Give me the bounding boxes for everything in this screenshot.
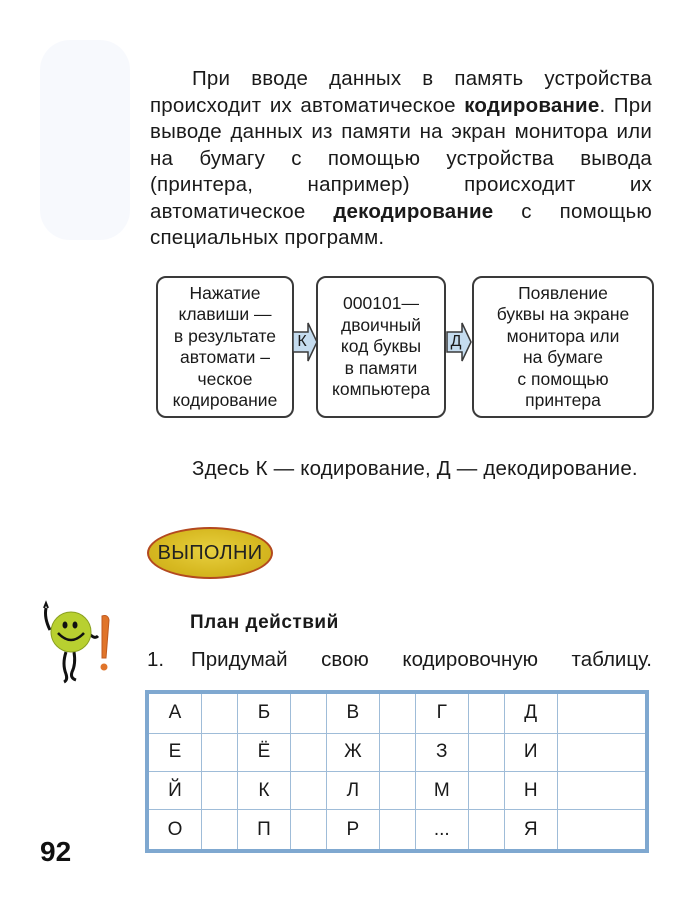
table-row: [147, 771, 647, 809]
box-line: клавиши —: [178, 304, 272, 324]
table-row: [147, 692, 647, 733]
box-line: с помощью: [517, 368, 609, 389]
table-cell-blank[interactable]: [379, 771, 415, 809]
table-row: [147, 733, 647, 771]
box-line: компьютера: [332, 379, 430, 400]
arrow-label-k: К: [297, 333, 307, 350]
table-cell-blank[interactable]: [557, 692, 647, 733]
table-cell: Я: [504, 810, 557, 851]
box-line: принтера: [525, 390, 601, 410]
box-line: 000101—: [343, 293, 419, 314]
table-cell: Б: [237, 692, 290, 733]
table-cell: Н: [504, 771, 557, 809]
table-cell-blank[interactable]: [202, 810, 238, 851]
table-cell: З: [415, 733, 468, 771]
table-cell: М: [415, 771, 468, 809]
table-cell: Л: [326, 771, 379, 809]
box-line: Нажатие: [189, 282, 261, 303]
arrow-label-d: Д: [450, 333, 462, 350]
box-line: код буквы: [340, 336, 422, 357]
table-cell-blank[interactable]: [202, 771, 238, 809]
step-number: 1.: [147, 648, 165, 671]
legend-note: [150, 456, 652, 483]
intro-text-3: с помощью специальных программ.: [150, 199, 652, 249]
table-cell-blank[interactable]: [290, 810, 326, 851]
table-cell: А: [147, 692, 202, 733]
diagram-box-binary-code: [316, 276, 446, 418]
table-cell-blank[interactable]: [557, 733, 647, 771]
box-line: на бумаге: [523, 347, 603, 367]
table-cell-blank[interactable]: [557, 810, 647, 851]
legend-note-text: Здесь К — кодирование, Д — декодирование.: [192, 457, 638, 480]
box-line: ческое: [197, 368, 253, 389]
table-cell-blank[interactable]: [290, 692, 326, 733]
table-cell: К: [237, 771, 290, 809]
table-cell: Й: [147, 771, 202, 809]
table-cell-blank[interactable]: [468, 810, 504, 851]
table-cell: И: [504, 733, 557, 771]
term-encoding: кодирование: [464, 93, 600, 117]
diagram-box-output: [472, 276, 654, 418]
table-cell-blank[interactable]: [290, 771, 326, 809]
arrow-encoding: [292, 322, 318, 362]
step-text: Придумай свою кодировочную таблицу.: [191, 648, 652, 671]
table-cell-blank[interactable]: [379, 692, 415, 733]
decorative-background-shape: [40, 40, 130, 240]
table-cell-blank[interactable]: [468, 771, 504, 809]
table-cell-blank[interactable]: [379, 810, 415, 851]
table-cell: Р: [326, 810, 379, 851]
do-it-badge: [147, 527, 273, 579]
box-line: кодирование: [172, 390, 278, 410]
box-line: автомати –: [180, 347, 270, 367]
table-cell-blank[interactable]: [202, 692, 238, 733]
table-cell-blank[interactable]: [290, 733, 326, 771]
table-row: [147, 810, 647, 851]
table-cell: ...: [415, 810, 468, 851]
arrow-decoding: [446, 322, 472, 362]
do-it-label: ВЫПОЛНИ: [157, 541, 263, 564]
box-line: двоичный: [341, 314, 421, 335]
table-cell: Г: [415, 692, 468, 733]
table-cell: В: [326, 692, 379, 733]
table-cell: П: [237, 810, 290, 851]
plan-step-1: [147, 648, 652, 672]
page-number: 92: [40, 836, 72, 867]
table-cell-blank[interactable]: [379, 733, 415, 771]
table-cell: О: [147, 810, 202, 851]
table-cell-blank[interactable]: [557, 771, 647, 809]
intro-text-1: При вводе данных в память устройства происходит их автоматическое: [150, 67, 652, 117]
table-cell: Ё: [237, 733, 290, 771]
table-cell: Ж: [326, 733, 379, 771]
smiley-mascot-icon: [36, 600, 116, 690]
box-line: монитора или: [506, 325, 620, 346]
table-cell-blank[interactable]: [468, 733, 504, 771]
table-cell-blank[interactable]: [468, 692, 504, 733]
plan-title: План действий: [190, 612, 339, 633]
table-cell-blank[interactable]: [202, 733, 238, 771]
diagram-box-keypress: [156, 276, 294, 418]
intro-text-2: . При выводе данных из памяти на экран монитора или на бумагу с помощью устройства вывода (принтера, например) происходит их автоматическое: [150, 93, 652, 223]
coding-table: [145, 690, 649, 853]
box-line: Появление: [518, 282, 608, 303]
table-cell: Д: [504, 692, 557, 733]
intro-paragraph: [150, 66, 652, 252]
box-line: в памяти: [344, 357, 418, 378]
term-decoding: декодирование: [333, 199, 494, 223]
box-line: буквы на экране: [496, 304, 630, 324]
table-cell: Е: [147, 733, 202, 771]
box-line: в результате: [173, 325, 277, 346]
